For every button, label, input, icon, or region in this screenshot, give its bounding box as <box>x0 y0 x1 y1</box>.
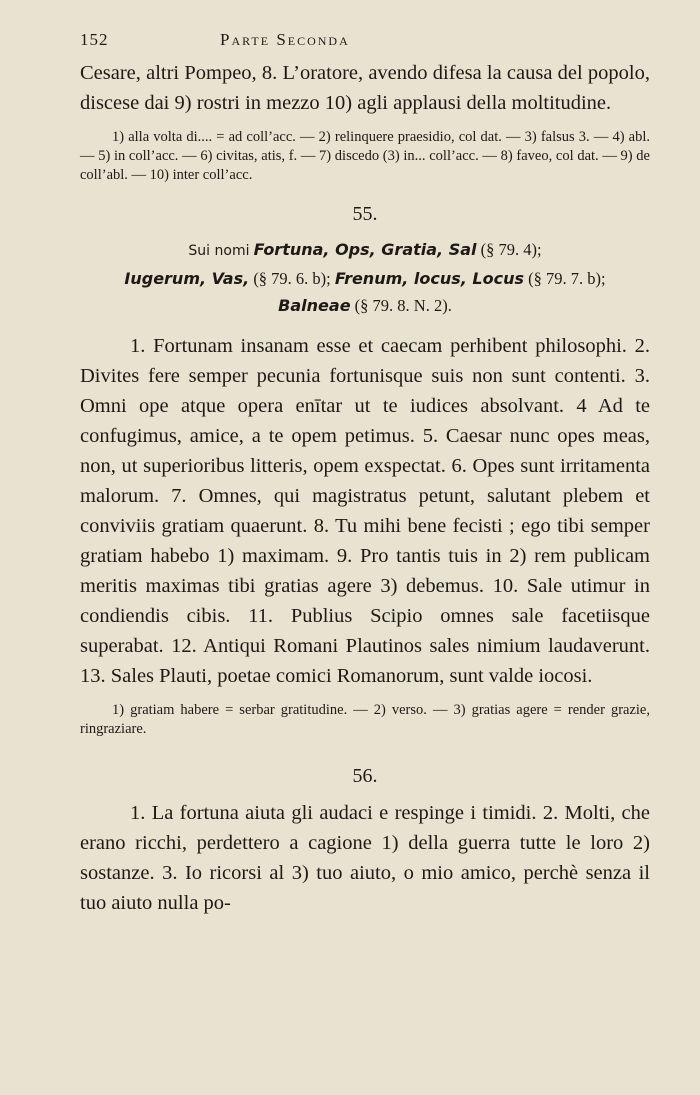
section-55-number: 55. <box>352 203 378 225</box>
continued-text: Cesare, altri Pompeo, 8. L’oratore, avendo difesa la causa del popolo, discese dai 9) rostri in mezzo 10) agli applausi della moltitudine. <box>80 62 650 114</box>
section-55-heading <box>80 236 650 319</box>
heading-intro: Sui nomi <box>188 243 250 259</box>
heading-terms-1: Fortuna, Ops, Gratia, Sal <box>253 240 477 259</box>
section-55-text: 1. Fortunam insanam esse et caecam perhibent philosophi. 2. Divites fere semper pecunia fortunisque suis non sunt contenti. 3. Omni ope atque opera enītar ut te iudices absolvant. 4 Ad te confugimus, amice, a te opem petimus. 5. Caesar nunc opes meas, non, ut superioribus litteris, opem exspectat. 6. Opes sunt irritamenta malorum. 7. Omnes, qui magistratus petunt, salutant plebem et conviviis gratiam quaerunt. 8. Tu mihi bene fecisti ; ego tibi semper gratiam habebo 1) maximam. 9. Pro tantis tuis in 2) rem publicam meritis maximas tibi gratias agere 3) debemus. 10. Sale utimur in condiendis cibis. 11. Publius Scipio omnes sale facetiisque superabat. 12. Antiqui Romani Plautinos sales nimium laudaverunt. 13. Sales Plauti, poetae comici Romanorum, sunt valde iocosi. <box>80 335 650 687</box>
heading-terms-3: Frenum, locus, Locus <box>334 269 525 288</box>
heading-ref-4: (§ 79. 8. N. 2). <box>354 296 452 315</box>
heading-ref-1: (§ 79. 4); <box>480 240 542 259</box>
heading-terms-4: Balneae <box>278 296 351 315</box>
running-head <box>80 30 650 58</box>
section-56-number: 56. <box>352 765 378 787</box>
continued-paragraph <box>80 58 650 118</box>
footnotes-55: 1) gratiam habere = serbar gratitudine. — 2) verso. — 3) gratias agere = render grazie, ringraziare. <box>80 702 650 737</box>
section-56-text: 1. La fortuna aiuta gli audaci e respinge i timidi. 2. Molti, che erano ricchi, perdettero a cagione 1) della guerra tutte le loro 2) sostanze. 3. Io ricorsi al 3) tuo aiuto, o mio amico, perchè senza il tuo aiuto nulla po- <box>80 802 650 914</box>
section-56-exercise <box>80 798 650 918</box>
running-title: Parte Seconda <box>220 30 350 49</box>
page-number: 152 <box>80 30 109 49</box>
heading-ref-2: (§ 79. 6. b); <box>253 269 331 288</box>
section-55-exercise <box>80 331 650 691</box>
footnotes-top: 1) alla volta di.... = ad coll’acc. — 2) relinquere praesidio, col dat. — 3) falsus 3. — 4) abl. — 5) in coll’acc. — 6) civitas, atis, f. — 7) discedo (3) in... coll’acc. — 8) faveo, col dat. — 9) de coll’abl. — 10) inter coll’acc. <box>80 129 650 183</box>
heading-ref-3: (§ 79. 7. b); <box>528 269 606 288</box>
heading-terms-2: Iugerum, Vas, <box>124 269 250 288</box>
